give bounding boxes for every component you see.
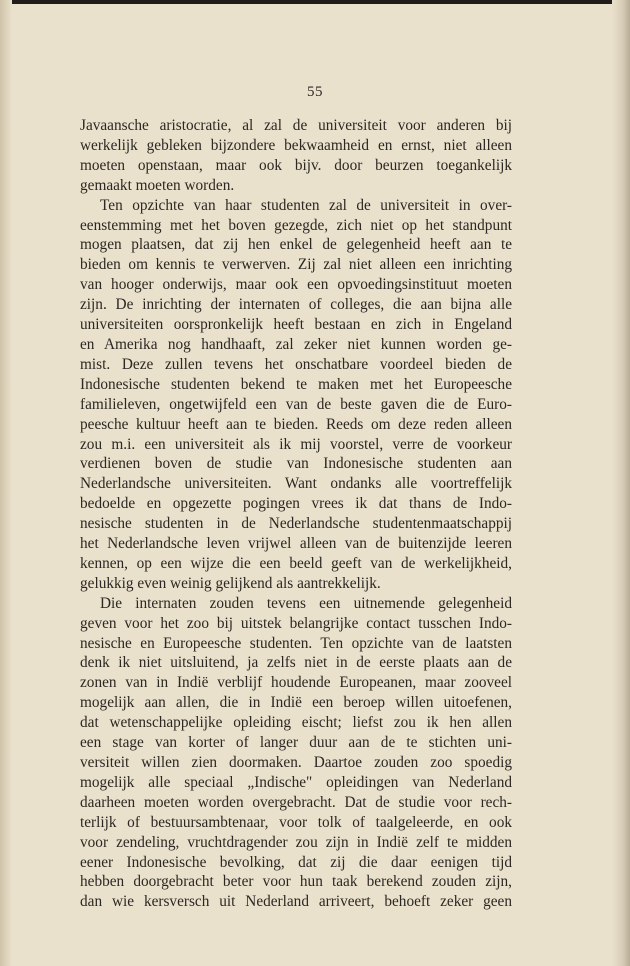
text-line: het Nederlandsche leven vrijwel alleen van de buitenzijde leeren xyxy=(80,535,512,553)
text-line: Nederlandsche universiteiten. Want ondanks alle voortreffelijk xyxy=(80,475,512,493)
text-line: eener Indonesische bevolking, dat zij die daar eenigen tijd xyxy=(80,853,512,871)
text-line: zijn. De inrichting der internaten of colleges, die aan bijna alle xyxy=(80,296,512,314)
text-line: dan wie kersversch uit Nederland arriveert, behoeft zeker geen xyxy=(80,893,512,911)
text-line: geven voor het zoo bij uitstek belangrijke contact tusschen Indo- xyxy=(80,614,512,632)
text-line: mogelijk alle speciaal „Indische" opleidingen van Nederland xyxy=(80,773,512,791)
text-line: een stage van korter of langer duur aan de te stichten uni- xyxy=(80,734,512,752)
text-line: denk ik niet uitsluitend, ja zelfs niet in de eerste plaats aan de xyxy=(80,654,512,672)
text-line: Die internaten zouden tevens een uitnemende gelegenheid xyxy=(100,594,512,612)
text-line: zonen van in Indië verblijf houdende Europeanen, maar zooveel xyxy=(80,674,512,692)
top-edge xyxy=(0,0,630,4)
text-line: Indonesische studenten bekend te maken met het Europeesche xyxy=(80,375,512,393)
text-line: voor zendeling, vruchtdragender zou zijn in Indië zelf te midden xyxy=(80,833,512,851)
text-line: dat wetenschappelijke opleiding eischt; liefst zou ik hen allen xyxy=(80,714,512,732)
text-line: mogelijk aan allen, die in Indië een beroep willen uitoefenen, xyxy=(80,694,512,712)
text-line: bieden om kennis te verwerven. Zij zal niet alleen een inrichting xyxy=(80,256,512,274)
text-line: nesische en Europeesche studenten. Ten opzichte van de laatsten xyxy=(80,634,512,652)
text-line: nesische studenten in de Nederlandsche studentenmaatschappij xyxy=(80,515,512,533)
text-line: mist. Deze zullen tevens het onschatbare voordeel bieden de xyxy=(80,355,512,373)
text-line: moeten openstaan, maar ook bijv. door beurzen toegankelijk xyxy=(80,156,512,174)
page-number: 55 xyxy=(307,84,323,100)
text-line: kennen, op een wijze die een beeld geeft van de werkelijkheid, xyxy=(80,554,512,572)
text-line: versiteit willen zien doormaken. Daartoe zouden zoo spoedig xyxy=(80,754,512,771)
text-line: Javaansche aristocratie, al zal de universiteit voor anderen bij xyxy=(80,117,512,134)
text-line: eenstemming met het boven gezegde, zich niet op het standpunt xyxy=(80,216,512,234)
page-right-edge xyxy=(612,0,630,966)
body-text xyxy=(80,116,512,912)
text-line: gemaakt moeten worden. xyxy=(80,176,235,194)
text-line: terlijk of bestuursambtenaar, voor tolk of taalgeleerde, en ook xyxy=(80,813,512,831)
text-line: verdienen boven de studie van Indonesische studenten aan xyxy=(80,455,512,473)
text-line: daarheen moeten worden overgebracht. Dat de studie voor rech- xyxy=(80,793,512,811)
text-line: en Amerika nog handhaaft, zal zeker niet kunnen worden ge- xyxy=(80,335,512,353)
text-line: peesche kultuur heeft aan te bieden. Reeds om deze reden alleen xyxy=(80,415,512,433)
text-line: bedoelde en opgezette pogingen vrees ik dat thans de Indo- xyxy=(80,495,512,513)
text-line: gelukkig even weinig gelijkend als aantrekkelijk. xyxy=(80,574,381,592)
text-line: hebben doorgebracht beter voor hun taak berekend zouden zijn, xyxy=(80,873,512,891)
text-line: universiteiten oorspronkelijk heeft bestaan en zich in Engeland xyxy=(80,316,512,334)
text-line: van hooger onderwijs, maar ook een opvoedingsinstituut moeten xyxy=(80,276,512,294)
text-line: zou m.i. een universiteit als ik mij voorstel, verre de voorkeur xyxy=(80,435,512,453)
text-line: familieleven, ongetwijfeld een van de beste gaven die de Euro- xyxy=(80,395,512,413)
page-spine-shadow xyxy=(0,0,12,966)
text-line: Ten opzichte van haar studenten zal de universiteit in over- xyxy=(100,196,512,214)
text-line: werkelijk gebleken bijzondere bekwaamheid en ernst, niet alleen xyxy=(80,136,512,154)
text-line: mogen plaatsen, dat zij hen enkel de gelegenheid heeft aan te xyxy=(80,236,512,254)
